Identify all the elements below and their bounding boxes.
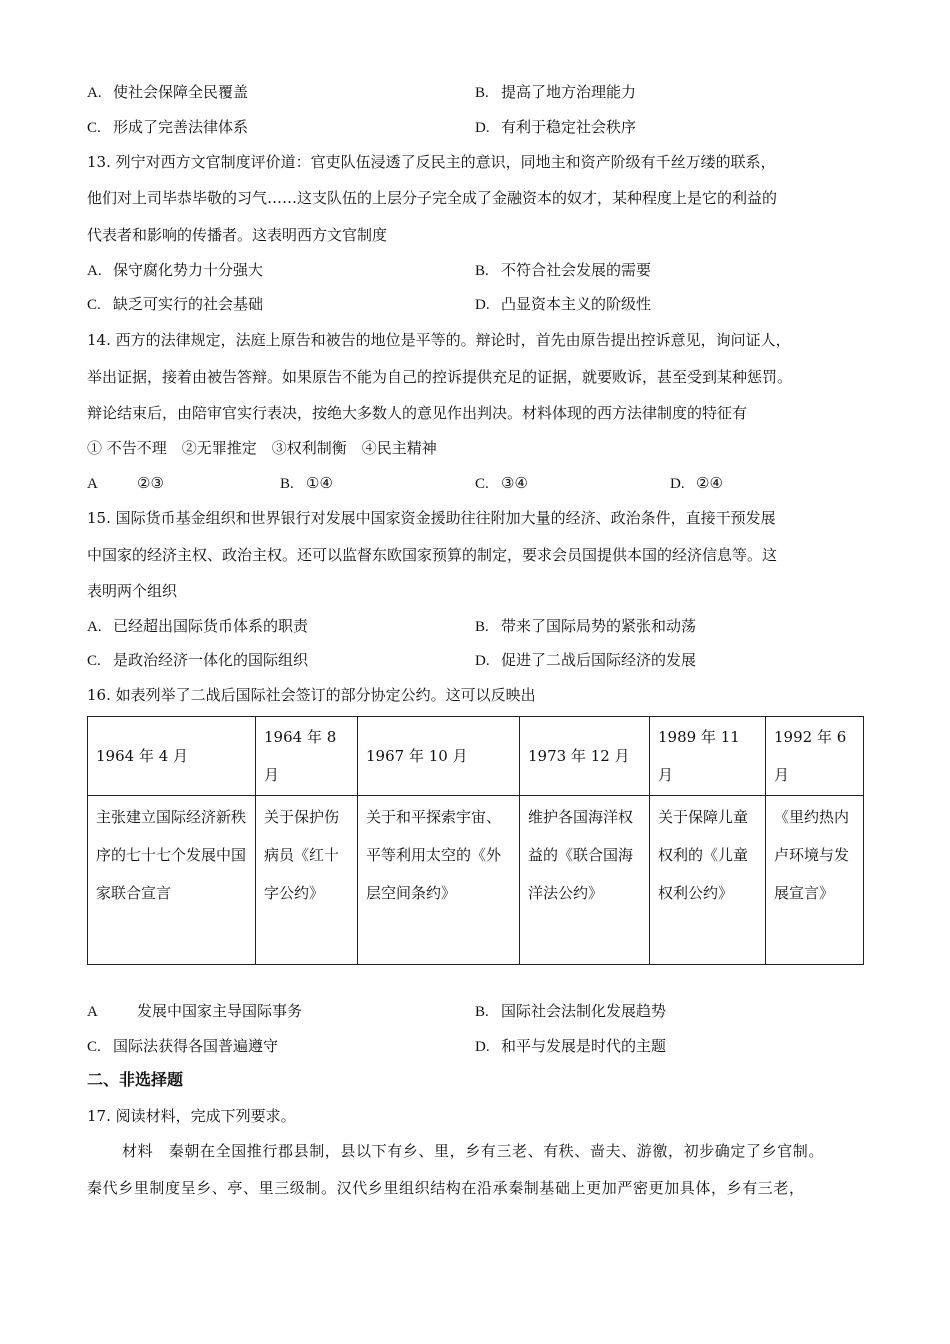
section-heading: 二、非选择题 bbox=[87, 1070, 184, 1089]
q15-stem-line-3: 表明两个组织 bbox=[87, 582, 178, 600]
q13-option-c[interactable] bbox=[87, 294, 263, 315]
option-text: 保守腐化势力十分强大 bbox=[113, 261, 264, 279]
q12-option-c[interactable] bbox=[87, 117, 248, 138]
q13-stem-line-2: 他们对上司毕恭毕敬的习气……这支队伍的上层分子完全成了金融资本的奴才，某种程度上是它的利益的 bbox=[87, 189, 778, 207]
treaty-table bbox=[87, 716, 864, 965]
table-row bbox=[88, 796, 864, 965]
option-text: 国际法获得各国普遍遵守 bbox=[113, 1037, 279, 1055]
q15-option-a[interactable] bbox=[87, 616, 308, 637]
option-text: 形成了完善法律体系 bbox=[113, 118, 249, 136]
q14-option-a[interactable] bbox=[87, 473, 164, 494]
q14-stem-line-1: 14. 西方的法律规定，法庭上原告和被告的地位是平等的。辩论时，首先由原告提出控诉意见，询问证人， bbox=[87, 331, 791, 349]
option-label: A. bbox=[87, 263, 102, 279]
q15-option-d[interactable] bbox=[475, 650, 696, 671]
q13-option-d[interactable] bbox=[475, 294, 651, 315]
q12-option-d[interactable] bbox=[475, 117, 636, 138]
option-text: 缺乏可实行的社会基础 bbox=[113, 295, 264, 313]
table-cell-treaty: 维护各国海洋权益的《联合国海洋法公约》 bbox=[520, 796, 650, 965]
table-cell-treaty: 关于保障儿童权利的《儿童权利公约》 bbox=[650, 796, 766, 965]
option-text: 发展中国家主导国际事务 bbox=[137, 1002, 303, 1020]
table-cell-treaty: 关于和平探索宇宙、平等利用太空的《外层空间条约》 bbox=[358, 796, 520, 965]
q12-option-b[interactable] bbox=[475, 82, 636, 103]
table-cell-date: 1967 年 10 月 bbox=[358, 717, 520, 796]
table-cell-treaty: 《里约热内卢环境与发展宣言》 bbox=[766, 796, 864, 965]
q14-stem-line-3: 辩论结束后，由陪审官实行表决，按绝大多数人的意见作出判决。材料体现的西方法律制度的特征有 bbox=[87, 404, 748, 422]
option-text: 不符合社会发展的需要 bbox=[501, 261, 652, 279]
option-label: C. bbox=[475, 476, 489, 492]
option-label: B. bbox=[280, 476, 294, 492]
option-label: A bbox=[87, 1004, 98, 1020]
option-text: 是政治经济一体化的国际组织 bbox=[113, 651, 309, 669]
q14-stem-line-2: 举出证据，接着由被告答辩。如果原告不能为自己的控诉提供充足的证据，就要败诉，甚至受到某种惩罚。 bbox=[87, 368, 793, 386]
q15-stem-line-2: 中国家的经济主权、政治主权。还可以监督东欧国家预算的制定，要求会员国提供本国的经济信息等。这 bbox=[87, 546, 778, 564]
table-cell-date: 1973 年 12 月 bbox=[520, 717, 650, 796]
q14-items: ① 不告不理 ②无罪推定 ③权利制衡 ④民主精神 bbox=[87, 439, 437, 457]
q13-option-b[interactable] bbox=[475, 260, 651, 281]
q16-option-a[interactable] bbox=[87, 1001, 302, 1022]
table-row bbox=[88, 717, 864, 796]
option-label: A. bbox=[87, 619, 102, 635]
option-text: ①④ bbox=[306, 474, 333, 492]
option-text: 已经超出国际货币体系的职责 bbox=[113, 617, 309, 635]
q16-option-c[interactable] bbox=[87, 1036, 278, 1057]
q16-stem: 16. 如表列举了二战后国际社会签订的部分协定公约。这可以反映出 bbox=[87, 686, 536, 704]
table-cell-date: 1992 年 6 月 bbox=[766, 717, 864, 796]
option-label: C. bbox=[87, 297, 101, 313]
q16-option-d[interactable] bbox=[475, 1036, 666, 1057]
option-label: D. bbox=[475, 297, 490, 313]
option-label: B. bbox=[475, 619, 489, 635]
option-label: A. bbox=[87, 85, 102, 101]
option-label: D. bbox=[670, 476, 685, 492]
q15-option-b[interactable] bbox=[475, 616, 696, 637]
q17-material-line-2: 秦代乡里制度呈乡、亭、里三级制。汉代乡里组织结构在沿承秦制基础上更加严密更加具体，乡有三老， bbox=[87, 1179, 805, 1197]
option-text: ③④ bbox=[501, 474, 528, 492]
table-cell-date: 1964 年 4 月 bbox=[88, 717, 256, 796]
option-label: D. bbox=[475, 653, 490, 669]
option-label: C. bbox=[87, 1039, 101, 1055]
option-label: C. bbox=[87, 653, 101, 669]
q12-option-a[interactable] bbox=[87, 82, 248, 103]
q13-stem-line-1: 13. 列宁对西方文官制度评价道：官吏队伍浸透了反民主的意识，同地主和资产阶级有千丝万缕的联系， bbox=[87, 153, 776, 171]
option-label: D. bbox=[475, 120, 490, 136]
option-text: 凸显资本主义的阶级性 bbox=[501, 295, 652, 313]
q14-option-c[interactable] bbox=[475, 473, 528, 494]
option-text: 使社会保障全民覆盖 bbox=[113, 83, 249, 101]
table-cell-date: 1964 年 8 月 bbox=[256, 717, 358, 796]
q15-option-c[interactable] bbox=[87, 650, 308, 671]
q14-option-d[interactable] bbox=[670, 473, 723, 494]
option-label: D. bbox=[475, 1039, 490, 1055]
option-label: B. bbox=[475, 85, 489, 101]
option-text: 提高了地方治理能力 bbox=[501, 83, 637, 101]
q13-option-a[interactable] bbox=[87, 260, 263, 281]
table-cell-treaty: 关于保护伤病员《红十字公约》 bbox=[256, 796, 358, 965]
option-label: C. bbox=[87, 120, 101, 136]
option-text: 带来了国际局势的紧张和动荡 bbox=[501, 617, 697, 635]
option-text: ②③ bbox=[137, 474, 164, 492]
q17-material-line-1: 材料 秦朝在全国推行郡县制，县以下有乡、里，乡有三老、有秩、啬夫、游徼，初步确定了乡官制。 bbox=[122, 1142, 825, 1160]
table-cell-treaty: 主张建立国际经济新秩序的七十七个发展中国家联合宣言 bbox=[88, 796, 256, 965]
q16-option-b[interactable] bbox=[475, 1001, 666, 1022]
option-label: B. bbox=[475, 1004, 489, 1020]
option-label: A bbox=[87, 476, 98, 492]
table-cell-date: 1989 年 11 月 bbox=[650, 717, 766, 796]
q17-stem: 17. 阅读材料，完成下列要求。 bbox=[87, 1107, 296, 1125]
option-text: ②④ bbox=[696, 474, 723, 492]
q15-stem-line-1: 15. 国际货币基金组织和世界银行对发展中国家资金援助往往附加大量的经济、政治条件，直接干预发展 bbox=[87, 509, 776, 527]
option-text: 促进了二战后国际经济的发展 bbox=[501, 651, 697, 669]
option-text: 国际社会法制化发展趋势 bbox=[501, 1002, 667, 1020]
q13-stem-line-3: 代表者和影响的传播者。这表明西方文官制度 bbox=[87, 226, 388, 244]
option-text: 有利于稳定社会秩序 bbox=[501, 118, 637, 136]
option-text: 和平与发展是时代的主题 bbox=[501, 1037, 667, 1055]
option-label: B. bbox=[475, 263, 489, 279]
q14-option-b[interactable] bbox=[280, 473, 333, 494]
